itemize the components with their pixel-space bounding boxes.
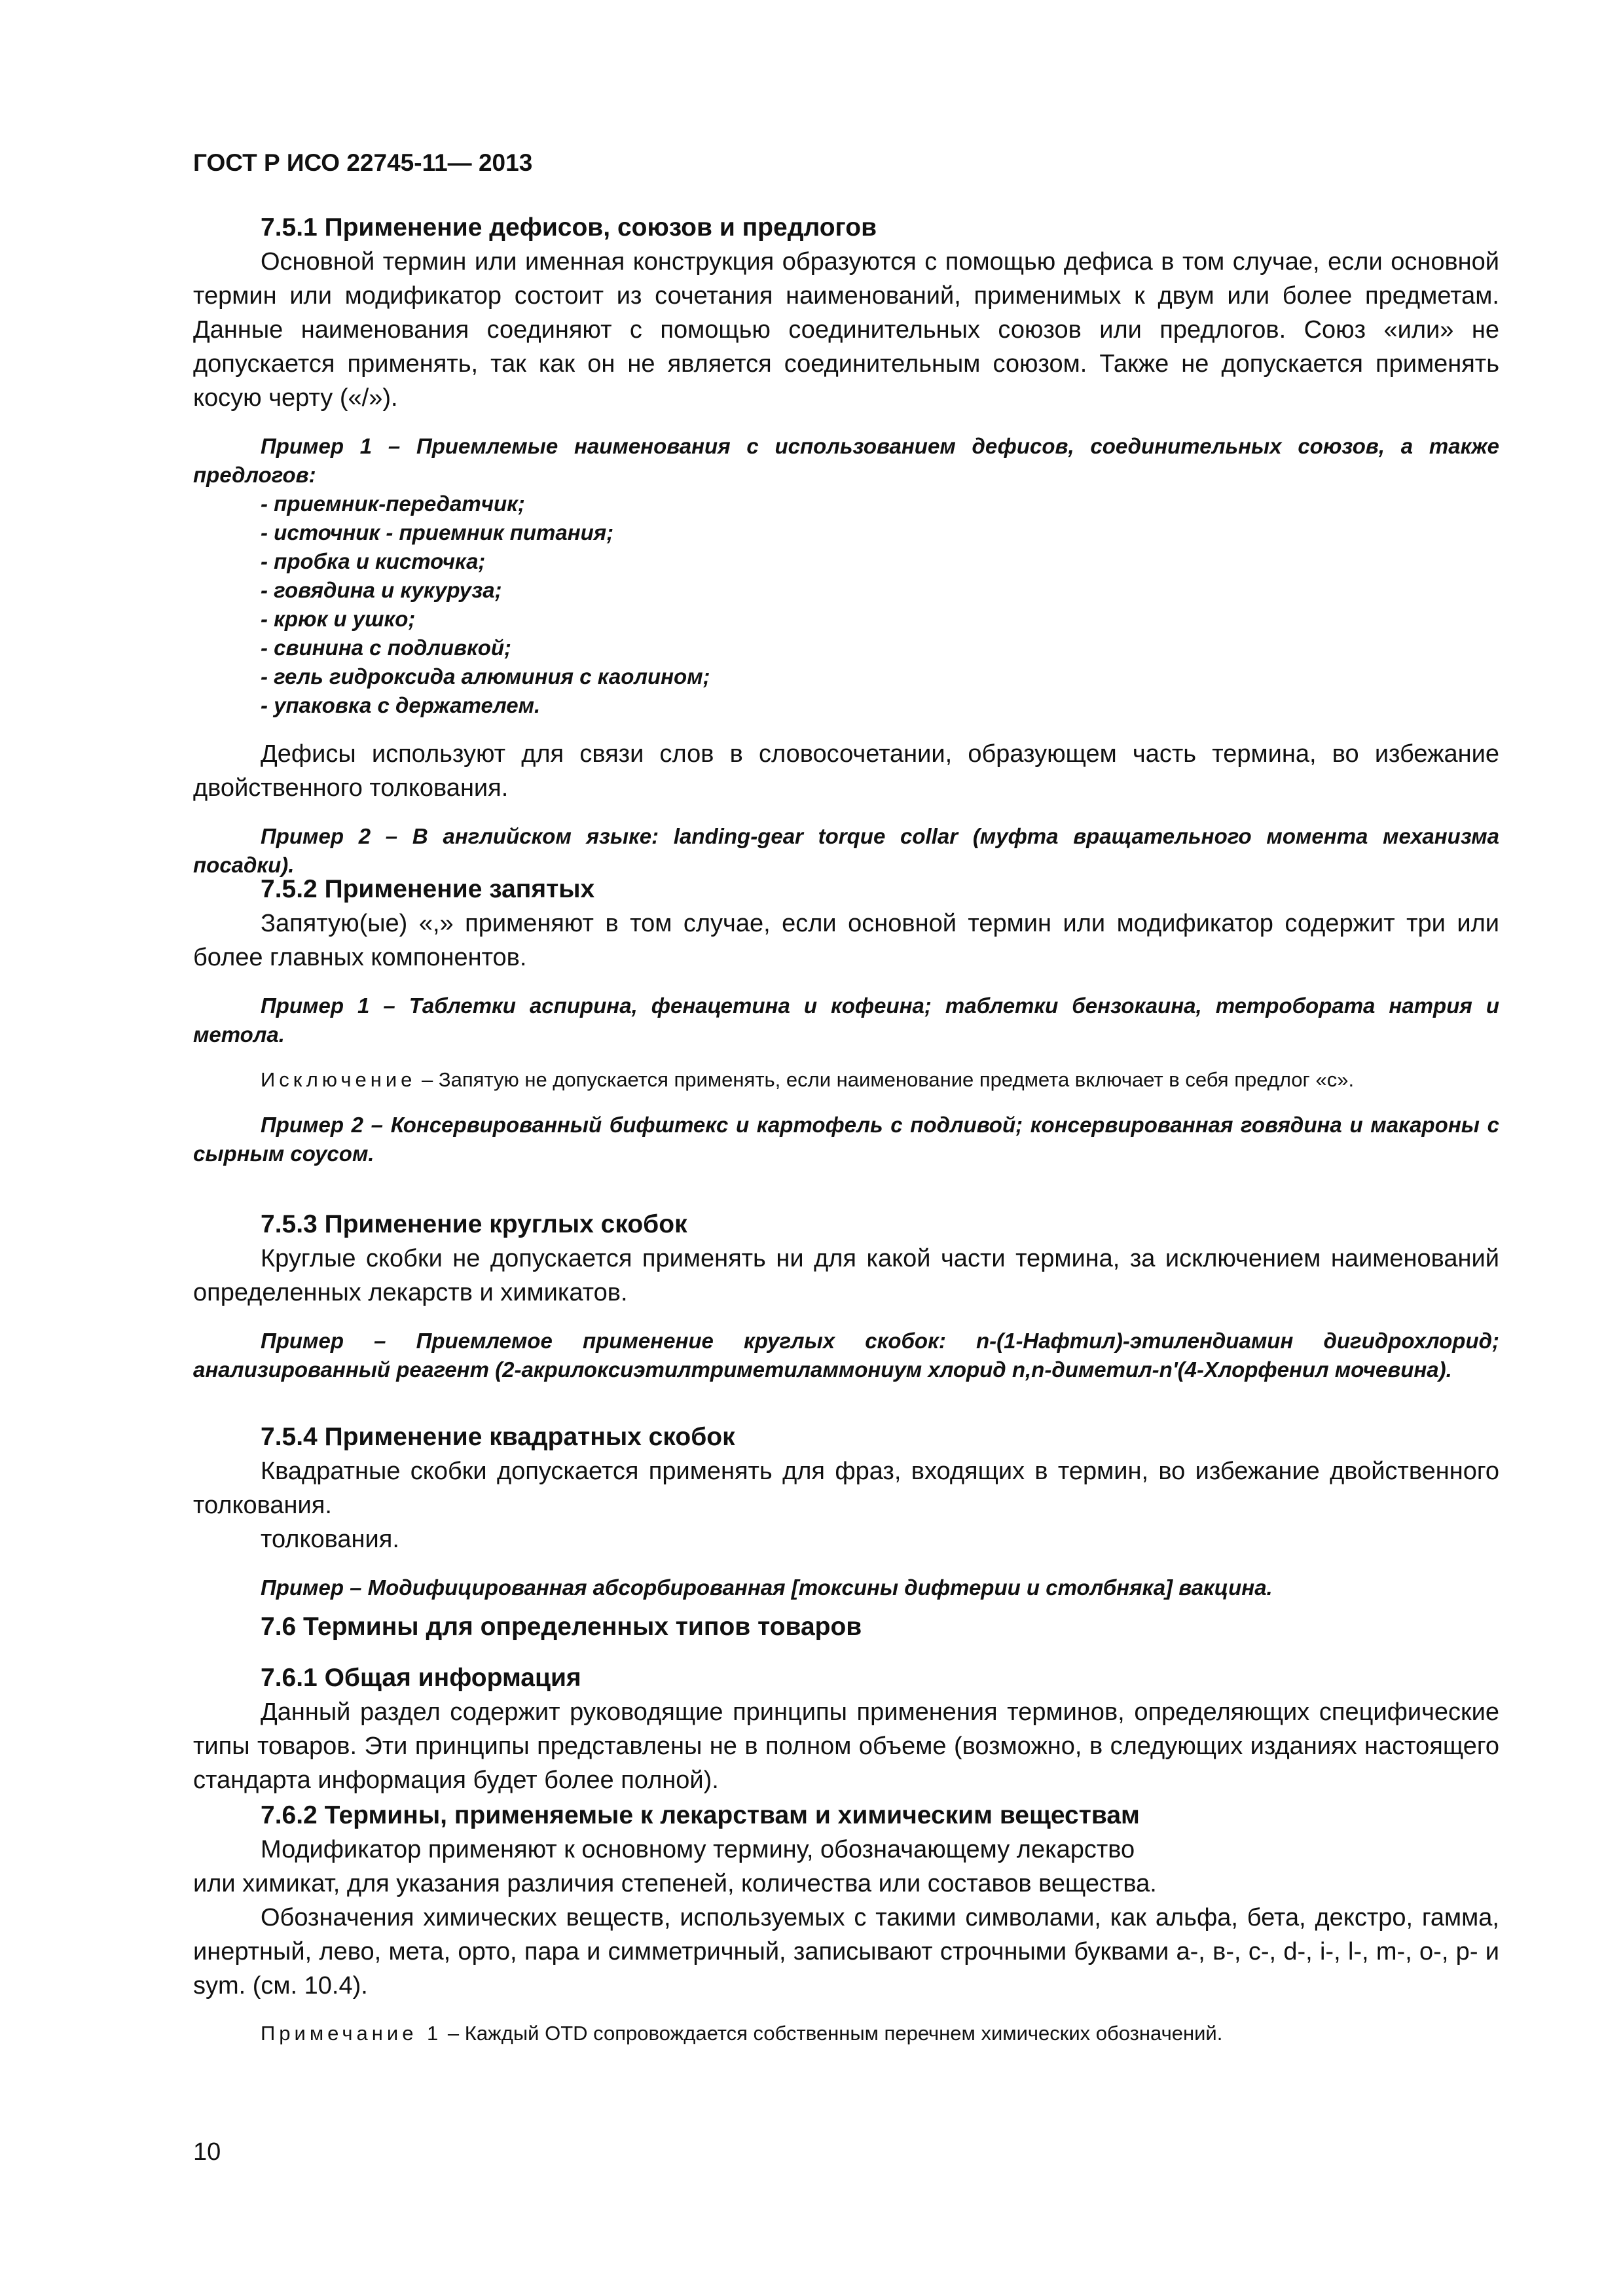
paragraph: Обозначения химических веществ, используемых с такими символами, как альфа, бета, декстро, гамма, инертный, лево, мета, орто, пара и симметричный, записывают строчными буквами а-, в-, с-, d-, i-, l-, m-, о-, р- и sym. (см. 10.4). — [193, 1904, 1499, 2000]
note — [193, 2020, 1499, 2047]
paragraph: Данный раздел содержит руководящие принципы применения терминов, определяющих специфические типы товаров. Эти принципы представлены не в полном объеме (возможно, в следующих изданиях настоящего стандарта информация будет более полной). — [193, 1698, 1499, 1794]
section-7-5-1 — [193, 211, 1499, 880]
list-item: - источник - приемник питания; — [261, 520, 614, 545]
section-7-5-4 — [193, 1420, 1499, 1602]
note-label: Примечание 1 — [261, 2022, 443, 2045]
list-item: - гель гидроксида алюминия с каолином; — [261, 664, 710, 689]
example: Пример 2 – Консервированный бифштекс и картофель с подливой; консервированная говядина и макароны с сырным соусом. — [193, 1113, 1499, 1166]
section-heading: 7.5.4 Применение квадратных скобок — [261, 1423, 735, 1451]
paragraph-fragment: толкования. — [261, 1526, 399, 1553]
section-7-5-3 — [193, 1208, 1499, 1384]
exception-note — [193, 1066, 1499, 1094]
list-item: - упаковка с держателем. — [261, 693, 541, 717]
example-intro: Пример 1 – Приемлемые наименования с использованием дефисов, соединительных союзов, а также предлогов: — [193, 434, 1499, 487]
section-heading: 7.6 Термины для определенных типов товаров — [261, 1613, 862, 1641]
paragraph-line: Модификатор применяют к основному термину, обозначающему лекарство — [261, 1836, 1135, 1863]
paragraph: Круглые скобки не допускается применять ни для какой части термина, за исключением наименований определенных лекарств и химикатов. — [193, 1245, 1499, 1306]
section-heading: 7.5.1 Применение дефисов, союзов и предлогов — [261, 213, 877, 242]
document-header: ГОСТ Р ИСО 22745-11— 2013 — [193, 149, 533, 176]
section-heading: 7.6.1 Общая информация — [261, 1664, 581, 1692]
example: Пример – Модифицированная абсорбированная [токсины дифтерии и столбняка] вакцина. — [261, 1575, 1273, 1600]
list-item: - говядина и кукуруза; — [261, 578, 502, 602]
section-heading: 7.6.2 Термины, применяемые к лекарствам и химическим веществам — [261, 1801, 1140, 1829]
example: Пример 1 – Таблетки аспирина, фенацетина и кофеина; таблетки бензокаина, тетробората натрия и метола. — [193, 994, 1499, 1047]
exception-label: Исключение — [261, 1068, 416, 1091]
list-item: - свинина с подливкой; — [261, 636, 512, 660]
example-list — [193, 490, 1499, 720]
section-heading: 7.5.2 Применение запятых — [261, 875, 595, 903]
example: Пример 2 – В английском языке: landing-gear torque collar (муфта вращательного момента механизма посадки). — [193, 824, 1499, 877]
note-text: – Каждый OTD сопровождается собственным перечнем химических обозначений. — [442, 2022, 1223, 2045]
paragraph: Квадратные скобки допускается применять для фраз, входящих в термин, во избежание двойственного толкования. — [193, 1458, 1499, 1519]
paragraph: Запятую(ые) «,» применяют в том случае, если основной термин или модификатор содержит три или более главных компонентов. — [193, 910, 1499, 971]
page-number: 10 — [193, 2138, 221, 2166]
section-7-5-2 — [193, 872, 1499, 1168]
example: Пример – Приемлемое применение круглых скобок: n-(1-Нафтил)-этилендиамин дигидрохлорид; анализированный реагент (2-акрилоксиэтилтриметиламмониум хлорид n,n-диметил-n'(4-Хлорфенил мочевина). — [193, 1329, 1499, 1382]
exception-text: – Запятую не допускается применять, если наименование предмета включает в себя предлог «с». — [416, 1068, 1355, 1091]
paragraph: Основной термин или именная конструкция образуются с помощью дефиса в том случае, если основной термин или модификатор состоит из сочетания наименований, применимых к двум или более предметам. Данные наименования соединяют с помощью соединительных союзов или предлогов. Союз «или» не допускается применять, так как он не является соединительным союзом. Также не допускается применять косую черту («/»). — [193, 248, 1499, 412]
paragraph-line: или химикат, для указания различия степеней, количества или составов вещества. — [193, 1870, 1157, 1897]
list-item: - крюк и ушко; — [261, 607, 416, 631]
section-7-6 — [193, 1610, 1499, 1644]
list-item: - приемник-передатчик; — [261, 492, 525, 516]
list-item: - пробка и кисточка; — [261, 549, 486, 573]
section-7-6-2 — [193, 1799, 1499, 2047]
section-7-6-1 — [193, 1661, 1499, 1797]
paragraph: Дефисы используют для связи слов в словосочетании, образующем часть термина, во избежание двойственного толкования. — [193, 740, 1499, 802]
section-heading: 7.5.3 Применение круглых скобок — [261, 1210, 687, 1238]
